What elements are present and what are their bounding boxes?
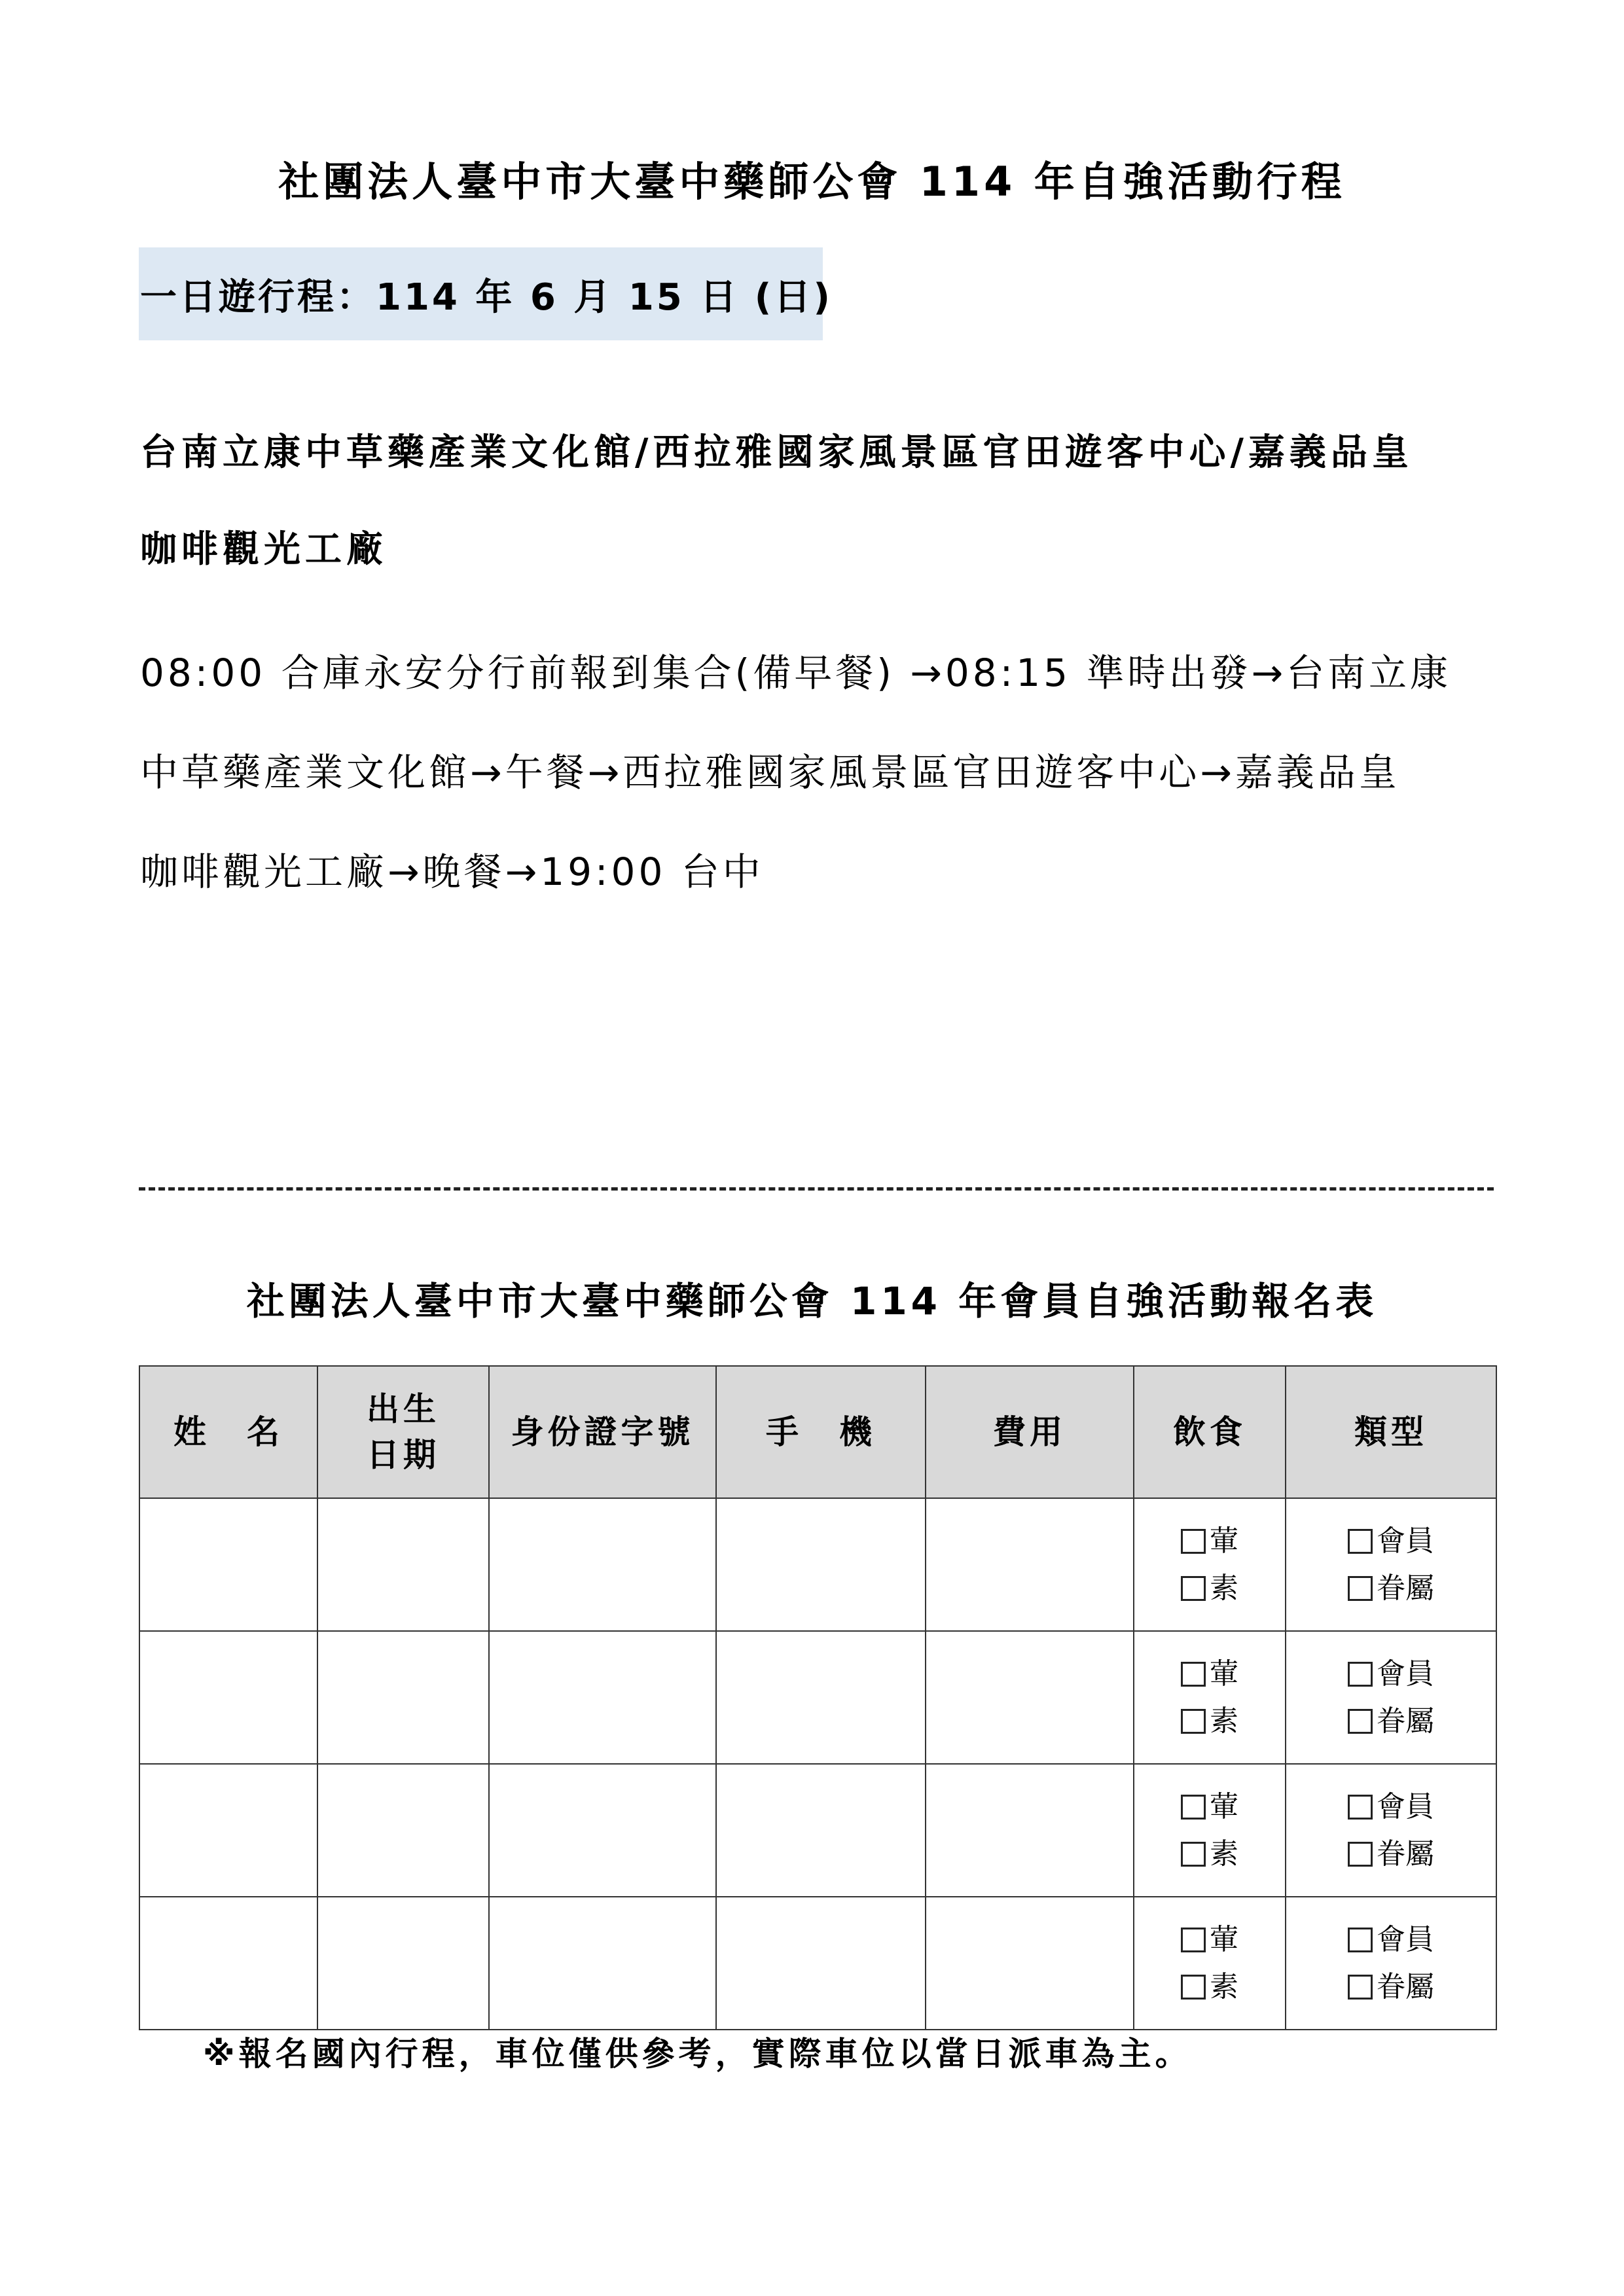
type-cell (1286, 1498, 1496, 1631)
diet-option-meat[interactable] (1181, 1651, 1238, 1698)
checkbox-icon[interactable] (1348, 1928, 1373, 1952)
type-option-family[interactable] (1348, 1698, 1434, 1745)
option-label: 素 (1210, 1704, 1238, 1738)
header-name: 姓 名 (139, 1366, 317, 1498)
birth-date-cell[interactable] (317, 1764, 489, 1897)
trip-date: 一日遊行程：114 年 6 月 15 日 (日) (140, 276, 833, 319)
option-label: 葷 (1210, 1789, 1238, 1823)
mobile-cell[interactable] (716, 1764, 926, 1897)
header-birth-line: 出生 (367, 1390, 440, 1428)
option-label: 眷屬 (1377, 1704, 1434, 1738)
option-label: 眷屬 (1377, 1571, 1434, 1605)
diet-cell (1134, 1764, 1286, 1897)
checkbox-icon[interactable] (1348, 1795, 1373, 1820)
option-label: 素 (1210, 1837, 1238, 1871)
name-cell[interactable] (139, 1631, 317, 1764)
registration-table (139, 1365, 1497, 2030)
header-diet: 飲食 (1134, 1366, 1286, 1498)
diet-cell (1134, 1897, 1286, 2030)
table-row (139, 1498, 1496, 1631)
diet-option-vegetarian[interactable] (1181, 1698, 1238, 1745)
diet-option-vegetarian[interactable] (1181, 1565, 1238, 1612)
venue-line: 咖啡觀光工廠 (140, 528, 388, 571)
option-label: 素 (1210, 1571, 1238, 1605)
diet-option-vegetarian[interactable] (1181, 1831, 1238, 1878)
type-option-family[interactable] (1348, 1964, 1434, 2011)
option-label: 素 (1210, 1969, 1238, 2003)
type-option-member[interactable] (1348, 1651, 1434, 1698)
diet-cell (1134, 1498, 1286, 1631)
checkbox-icon[interactable] (1181, 1975, 1206, 2000)
birth-date-cell[interactable] (317, 1498, 489, 1631)
checkbox-icon[interactable] (1181, 1842, 1206, 1867)
option-label: 會員 (1377, 1657, 1434, 1691)
fee-cell[interactable] (926, 1631, 1134, 1764)
id-number-cell[interactable] (489, 1631, 716, 1764)
header-id-number: 身份證字號 (489, 1366, 716, 1498)
checkbox-icon[interactable] (1181, 1576, 1206, 1601)
diet-option-vegetarian[interactable] (1181, 1964, 1238, 2011)
birth-date-cell[interactable] (317, 1897, 489, 2030)
id-number-cell[interactable] (489, 1897, 716, 2030)
checkbox-icon[interactable] (1181, 1529, 1206, 1554)
option-label: 會員 (1377, 1789, 1434, 1823)
option-label: 葷 (1210, 1922, 1238, 1956)
name-cell[interactable] (139, 1764, 317, 1897)
type-cell (1286, 1764, 1496, 1897)
option-label: 眷屬 (1377, 1969, 1434, 2003)
birth-date-cell[interactable] (317, 1631, 489, 1764)
itinerary-line: 咖啡觀光工廠→晚餐→19:00 台中 (140, 850, 764, 894)
cut-line-divider (139, 1187, 1494, 1191)
itinerary (140, 623, 1508, 922)
type-cell (1286, 1897, 1496, 2030)
mobile-cell[interactable] (716, 1498, 926, 1631)
name-cell[interactable] (139, 1897, 317, 2030)
checkbox-icon[interactable] (1181, 1662, 1206, 1687)
checkbox-icon[interactable] (1181, 1928, 1206, 1952)
fee-cell[interactable] (926, 1897, 1134, 2030)
table-header-row (139, 1366, 1496, 1498)
header-birth-date (317, 1366, 489, 1498)
diet-option-meat[interactable] (1181, 1518, 1238, 1565)
mobile-cell[interactable] (716, 1631, 926, 1764)
id-number-cell[interactable] (489, 1498, 716, 1631)
option-label: 眷屬 (1377, 1837, 1434, 1871)
checkbox-icon[interactable] (1348, 1975, 1373, 2000)
checkbox-icon[interactable] (1181, 1709, 1206, 1734)
venue-line: 台南立康中草藥產業文化館/西拉雅國家風景區官田遊客中心/嘉義品皇 (140, 431, 1413, 474)
option-label: 葷 (1210, 1657, 1238, 1691)
type-option-member[interactable] (1348, 1784, 1434, 1831)
table-row (139, 1897, 1496, 2030)
id-number-cell[interactable] (489, 1764, 716, 1897)
option-label: 會員 (1377, 1524, 1434, 1558)
diet-cell (1134, 1631, 1286, 1764)
name-cell[interactable] (139, 1498, 317, 1631)
mobile-cell[interactable] (716, 1897, 926, 2030)
venue-list (140, 404, 1515, 598)
type-option-member[interactable] (1348, 1518, 1434, 1565)
type-option-member[interactable] (1348, 1916, 1434, 1964)
type-cell (1286, 1631, 1496, 1764)
table-row (139, 1764, 1496, 1897)
option-label: 葷 (1210, 1524, 1238, 1558)
fee-cell[interactable] (926, 1764, 1134, 1897)
checkbox-icon[interactable] (1348, 1662, 1373, 1687)
checkbox-icon[interactable] (1348, 1709, 1373, 1734)
checkbox-icon[interactable] (1348, 1529, 1373, 1554)
fee-cell[interactable] (926, 1498, 1134, 1631)
checkbox-icon[interactable] (1181, 1795, 1206, 1820)
table-row (139, 1631, 1496, 1764)
header-type: 類型 (1286, 1366, 1496, 1498)
header-mobile: 手 機 (716, 1366, 926, 1498)
diet-option-meat[interactable] (1181, 1916, 1238, 1964)
header-birth-line: 日期 (367, 1436, 440, 1474)
diet-option-meat[interactable] (1181, 1784, 1238, 1831)
itinerary-line: 中草藥產業文化館→午餐→西拉雅國家風景區官田遊客中心→嘉義品皇 (140, 750, 1400, 795)
checkbox-icon[interactable] (1348, 1576, 1373, 1601)
page-title: 社團法人臺中市大臺中藥師公會 114 年自強活動行程 (278, 158, 1346, 206)
type-option-family[interactable] (1348, 1565, 1434, 1612)
type-option-family[interactable] (1348, 1831, 1434, 1878)
form-title: 社團法人臺中市大臺中藥師公會 114 年會員自強活動報名表 (246, 1279, 1378, 1323)
checkbox-icon[interactable] (1348, 1842, 1373, 1867)
option-label: 會員 (1377, 1922, 1434, 1956)
registration-note: ※報名國內行程，車位僅供參考，實際車位以當日派車為主。 (203, 2035, 1192, 2073)
itinerary-line: 08:00 合庫永安分行前報到集合(備早餐) →08:15 準時出發→台南立康 (140, 651, 1452, 695)
header-fee: 費用 (926, 1366, 1134, 1498)
